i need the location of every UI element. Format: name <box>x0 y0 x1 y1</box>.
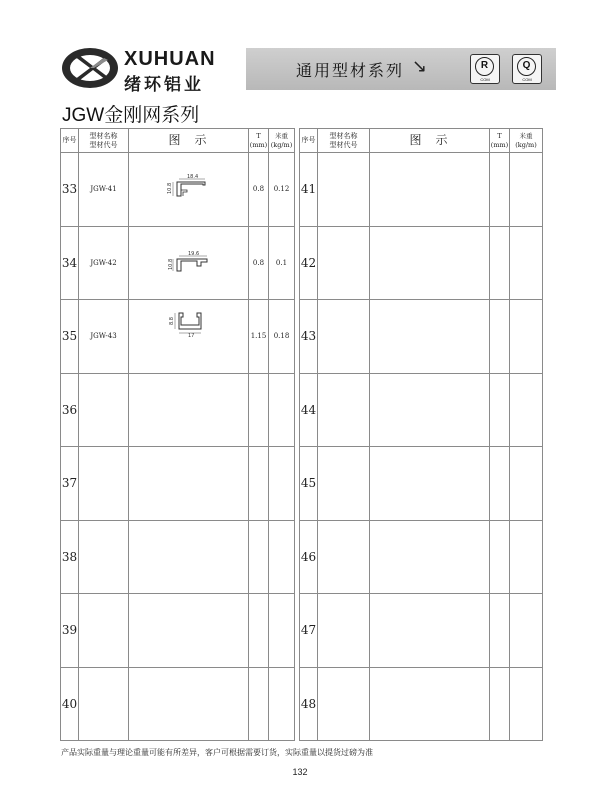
cert-q-label: Q <box>517 57 536 76</box>
weight-value: 0.12 <box>269 153 295 227</box>
weight-value: 0.1 <box>269 226 295 300</box>
brand-name-cn: 绪环铝业 <box>124 75 204 95</box>
header-name-code: 型材名称 型材代号 <box>79 129 129 153</box>
row-no: 36 <box>61 373 79 447</box>
brand-name-en: XUHUAN <box>124 48 216 70</box>
header-weight-right: 米重 (kg/m) <box>510 129 543 153</box>
svg-text:10.8: 10.8 <box>167 258 174 270</box>
registered-cert-badge <box>470 54 500 84</box>
row-no: 45 <box>300 447 318 521</box>
logo-mark-icon <box>60 46 120 90</box>
table-row <box>61 226 543 300</box>
cert-r-label: R <box>475 57 494 76</box>
row-no: 38 <box>61 520 79 594</box>
row-no: 40 <box>61 667 79 741</box>
thickness-value: 1.15 <box>249 300 269 374</box>
series-banner <box>246 48 556 90</box>
table-header-row <box>61 129 543 153</box>
svg-text:8.8: 8.8 <box>168 317 175 326</box>
header-thickness: T (mm) <box>249 129 269 153</box>
svg-text:18.4: 18.4 <box>186 174 198 181</box>
table-row <box>61 153 543 227</box>
profile-jgw42-drawing <box>159 246 219 280</box>
row-no: 44 <box>300 373 318 447</box>
profile-jgw41-drawing <box>159 172 219 206</box>
page-number: 132 <box>292 767 308 777</box>
header-name-code-right: 型材名称 型材代号 <box>318 129 370 153</box>
header-thickness-right: T (mm) <box>490 129 510 153</box>
svg-text:17: 17 <box>187 333 194 340</box>
row-no: 33 <box>61 153 79 227</box>
header-figure-right: 图示 <box>370 129 490 153</box>
profile-code: JGW-43 <box>79 300 129 374</box>
table-row <box>61 594 543 668</box>
svg-text:10.8: 10.8 <box>166 183 173 195</box>
cert-r-sub: COM <box>480 77 490 82</box>
row-no: 35 <box>61 300 79 374</box>
row-no: 37 <box>61 447 79 521</box>
quality-cert-badge <box>512 54 542 84</box>
page-title: JGW金刚网系列 <box>62 105 200 126</box>
svg-text:19.6: 19.6 <box>187 250 199 257</box>
weight-disclaimer: 产品实际重量与理论重量可能有所差异，客户可根据需要订货，实际重量以提货过磅为准 <box>61 748 373 757</box>
thickness-value: 0.8 <box>249 153 269 227</box>
row-no: 48 <box>300 667 318 741</box>
row-no: 41 <box>300 153 318 227</box>
row-no: 34 <box>61 226 79 300</box>
row-no: 43 <box>300 300 318 374</box>
header-weight: 米重 (kg/m) <box>269 129 295 153</box>
table-row <box>61 300 543 374</box>
row-no: 46 <box>300 520 318 594</box>
series-label: 通用型材系列 <box>296 61 405 80</box>
row-no: 39 <box>61 594 79 668</box>
company-logo <box>60 46 236 95</box>
weight-value: 0.18 <box>269 300 295 374</box>
table-row <box>61 373 543 447</box>
thickness-value: 0.8 <box>249 226 269 300</box>
header-no: 序号 <box>61 129 79 153</box>
profile-table <box>60 128 543 741</box>
profile-drawing <box>129 153 249 227</box>
table-row <box>61 520 543 594</box>
cert-q-sub: COM <box>522 77 532 82</box>
profile-drawing <box>129 226 249 300</box>
profile-jgw43-drawing <box>159 305 219 345</box>
row-no: 42 <box>300 226 318 300</box>
series-arrow-icon: ↘ <box>412 56 428 77</box>
profile-code: JGW-41 <box>79 153 129 227</box>
profile-code: JGW-42 <box>79 226 129 300</box>
profile-drawing <box>129 300 249 374</box>
header-figure: 图示 <box>129 129 249 153</box>
row-no: 47 <box>300 594 318 668</box>
table-row <box>61 667 543 741</box>
table-row <box>61 447 543 521</box>
header-no-right: 序号 <box>300 129 318 153</box>
